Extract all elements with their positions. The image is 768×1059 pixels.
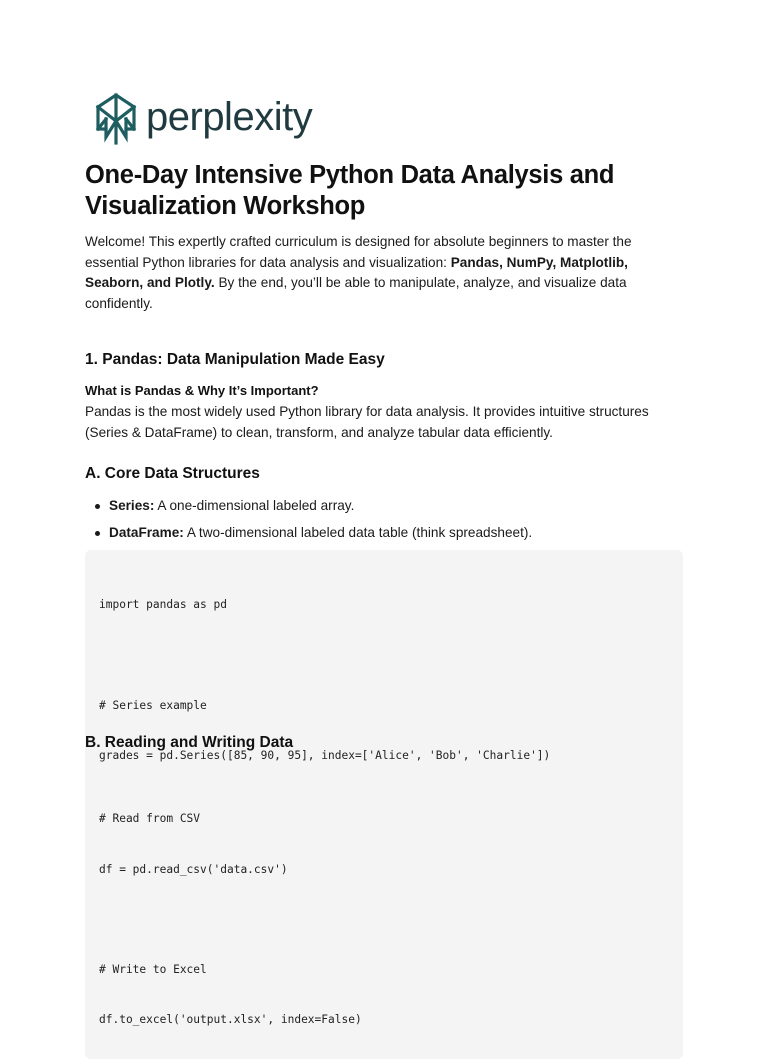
code-line: grades = pd.Series([85, 90, 95], index=['Alice', 'Bob', 'Charlie']) <box>99 748 551 762</box>
pandas-description: Pandas is the most widely used Python library for data analysis. It provides intuitive structures (Series & DataFrame) to clean, transform, and analyze tabular data efficiently. <box>85 404 649 440</box>
code-line: # Series example <box>99 698 207 712</box>
intro-lead: Welcome! This expertly crafted curriculum is designed for absolute beginners to master the essential Python libraries for data analysis and visualization: <box>85 234 632 270</box>
code-line: df.to_excel('output.xlsx', index=False) <box>99 1012 362 1026</box>
section-heading-pandas: 1. Pandas: Data Manipulation Made Easy <box>85 351 385 368</box>
subheading-what-is-pandas: What is Pandas & Why It’s Important? <box>85 383 319 398</box>
code-line: df = pd.read_csv('data.csv') <box>99 862 288 876</box>
code-line: # Read from CSV <box>99 812 201 826</box>
code-block-reading-writing[interactable] <box>85 764 683 1059</box>
list-item <box>85 523 683 543</box>
bullet-term: Series: <box>109 498 155 513</box>
bullet-text: A two-dimensional labeled data table (think spreadsheet). <box>183 525 533 540</box>
intro-tail: By the end, you’ll be able to manipulate, analyze, and visualize data confidently. <box>85 275 627 311</box>
section-heading-core-structures: A. Core Data Structures <box>85 465 260 482</box>
intro-libraries: Pandas, NumPy, Matplotlib, Seaborn, and Plotly. <box>85 254 628 290</box>
bullet-text: A one-dimensional labeled array. <box>154 498 355 513</box>
brand-wordmark: perplexity <box>146 95 313 139</box>
brand-logo <box>94 93 312 145</box>
section-heading-reading-writing: B. Reading and Writing Data <box>85 734 294 751</box>
core-structures-list <box>85 496 683 550</box>
bullet-term: DataFrame: <box>109 525 184 540</box>
code-line: # Write to Excel <box>99 962 207 976</box>
intro-paragraph <box>85 232 683 314</box>
code-line <box>99 912 669 929</box>
code-line <box>99 648 669 665</box>
page-title: One-Day Intensive Python Data Analysis and Visualization Workshop <box>85 161 615 220</box>
code-line: import pandas as pd <box>99 598 227 612</box>
list-item <box>85 496 683 516</box>
perplexity-logo-icon <box>94 93 138 145</box>
